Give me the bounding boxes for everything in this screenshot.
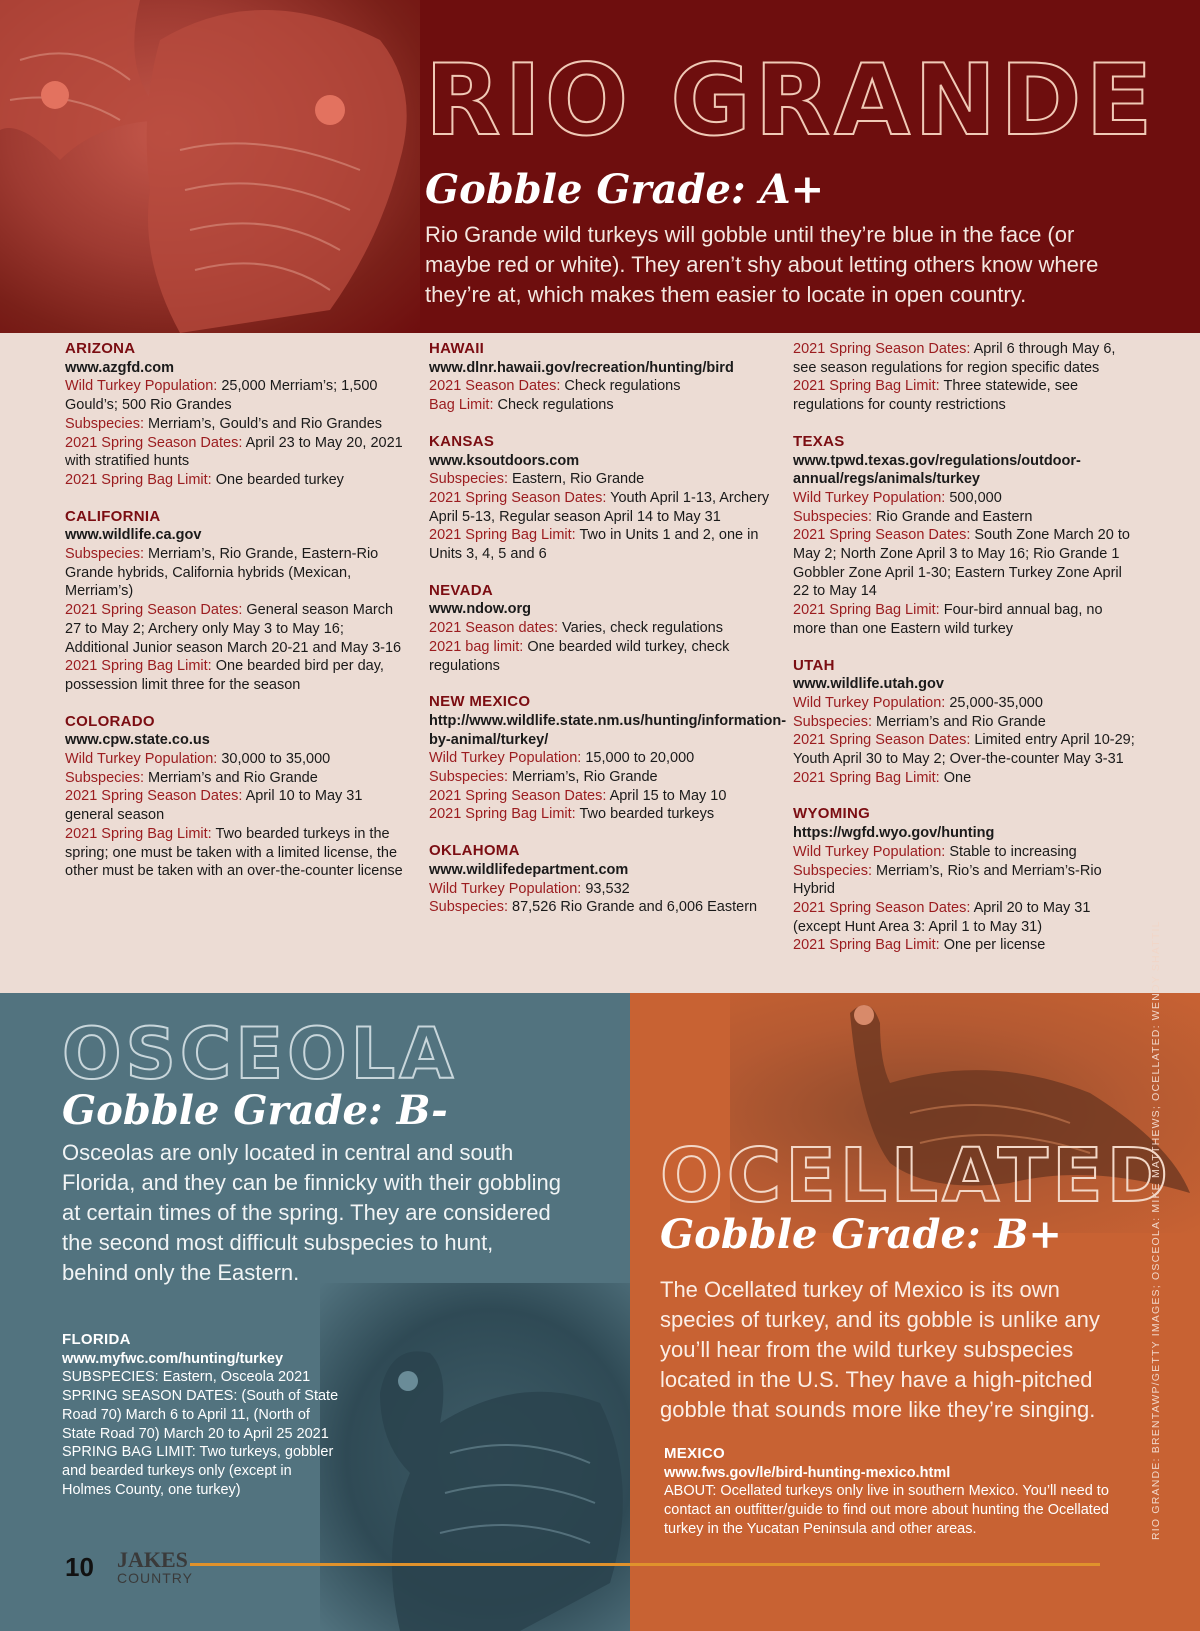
state-field — [793, 508, 1138, 527]
field-value: One per license — [939, 937, 1046, 954]
state-name: COLORADO — [65, 712, 155, 730]
state-field — [65, 750, 410, 769]
field-value: April 15 to May 10 — [606, 787, 727, 804]
field-label: Wild Turkey Population: — [65, 751, 218, 768]
osceola-grade: Gobble Grade: B- — [62, 1087, 448, 1134]
state-field — [793, 377, 1138, 414]
field-label: 2021 Spring Bag Limit: — [793, 378, 940, 395]
state-entry — [793, 433, 1138, 639]
state-name: KANSAS — [429, 432, 495, 450]
state-field — [793, 713, 1138, 732]
field-label: 2021 Spring Bag Limit: — [429, 527, 576, 544]
state-entry — [429, 842, 774, 917]
field-value: Four-bird annual bag, no more than one Eastern wild turkey — [793, 602, 1103, 637]
state-url: www.tpwd.texas.gov/regulations/outdoor-annual/regs/animals/turkey — [793, 452, 1081, 488]
state-name: NEVADA — [429, 581, 494, 599]
field-value: Two bearded turkeys — [575, 806, 715, 823]
field-label: 2021 Spring Bag Limit: — [793, 602, 940, 619]
field-label: Subspecies: — [793, 862, 872, 879]
state-entry — [65, 508, 410, 695]
state-field — [65, 769, 410, 788]
rio-grande-intro: Rio Grande wild turkeys will gobble until they’re blue in the face (or maybe red or white). They aren’t shy about letting others know where they’re at, which makes them easier to locate in open country. — [425, 222, 1099, 307]
state-details: ABOUT: Ocellated turkeys only live in southern Mexico. You’ll need to contact an outfitter/guide to find out more about hunting the Ocellated turkey in the Yucatan Peninsula and other areas. — [664, 1483, 1109, 1537]
states-column-1 — [65, 340, 410, 899]
state-url: www.wildlife.ca.gov — [65, 527, 202, 544]
state-field — [429, 805, 774, 824]
rio-grande-banner — [0, 0, 1200, 333]
state-field — [429, 787, 774, 806]
state-field — [429, 470, 774, 489]
state-name: MEXICO — [664, 1445, 725, 1462]
field-value: Merriam’s, Rio Grande — [508, 769, 658, 786]
state-entry — [429, 340, 774, 415]
field-value: Check regulations — [493, 397, 614, 414]
field-label: 2021 Spring Season Dates: — [429, 787, 607, 804]
state-entry — [429, 433, 774, 564]
rio-grande-grade: Gobble Grade: A+ — [425, 166, 825, 213]
state-name: CALIFORNIA — [65, 507, 161, 525]
state-name: ARIZONA — [65, 340, 136, 357]
state-name: NEW MEXICO — [429, 693, 531, 711]
state-field — [793, 489, 1138, 508]
field-value: 87,526 Rio Grande and 6,006 Eastern — [508, 899, 758, 916]
field-value: Merriam’s, Gould’s and Rio Grandes — [144, 415, 383, 432]
field-label: Subspecies: — [429, 471, 508, 488]
ocellated-panel — [630, 993, 1200, 1631]
field-value: Limited entry April 10-29; Youth April 30 to May 2; Over-the-counter May 3-31 — [793, 732, 1135, 768]
state-url: www.myfwc.com/hunting/turkey — [62, 1350, 284, 1367]
field-value: Rio Grande and Eastern — [872, 508, 1033, 525]
state-field — [429, 898, 774, 917]
state-entry — [793, 657, 1138, 788]
field-label: 2021 Spring Season Dates: — [65, 602, 243, 619]
state-name: HAWAII — [429, 340, 485, 357]
field-value: South Zone March 20 to May 2; North Zone April 3 to May 16; Rio Grande 1 Gobbler Zone April 1-30; Eastern Turkey Zone April 22 to May 14 — [793, 527, 1130, 600]
state-field — [793, 526, 1138, 601]
state-url: www.wildlifedepartment.com — [429, 861, 629, 878]
field-value: April 10 to May 31 general season — [65, 788, 363, 824]
state-field — [65, 601, 410, 657]
field-value: April 6 through May 6, see season regulations for region specific dates — [793, 341, 1116, 376]
field-value: 25,000 Merriam’s; 1,500 Gould’s; 500 Rio Grandes — [65, 378, 378, 414]
state-field — [793, 936, 1138, 955]
state-url: www.ndow.org — [429, 601, 532, 618]
state-name: TEXAS — [793, 432, 845, 450]
field-label: 2021 Season dates: — [429, 620, 558, 637]
state-entry — [793, 805, 1138, 955]
field-value: Varies, check regulations — [558, 620, 723, 637]
field-label: 2021 Spring Season Dates: — [793, 527, 971, 544]
field-value: One bearded wild turkey, check regulations — [429, 638, 730, 674]
state-field — [429, 396, 774, 415]
field-value: Stable to increasing — [945, 843, 1077, 860]
rio-grande-title: RIO GRANDE — [425, 44, 1157, 158]
states-column-3 — [793, 340, 1138, 973]
state-field — [429, 526, 774, 563]
state-field — [429, 489, 774, 526]
state-field — [429, 638, 774, 675]
state-url: www.fws.gov/le/bird-hunting-mexico.html — [664, 1464, 951, 1481]
field-label: 2021 Spring Season Dates: — [793, 341, 971, 357]
state-field — [65, 471, 410, 490]
state-field — [429, 749, 774, 768]
state-field — [65, 415, 410, 434]
florida-entry — [62, 1331, 342, 1499]
osceola-turkey-photo — [320, 1283, 630, 1631]
field-value: 93,532 — [581, 880, 630, 897]
state-field — [793, 731, 1138, 768]
field-label: 2021 Spring Bag Limit: — [793, 937, 940, 954]
field-value: Check regulations — [560, 378, 681, 395]
state-field — [65, 657, 410, 694]
magazine-logo: JAKES — [117, 1547, 188, 1572]
field-value: 30,000 to 35,000 — [217, 751, 331, 768]
state-entry — [429, 693, 787, 824]
footer-divider — [190, 1563, 1100, 1566]
field-label: Subspecies: — [429, 769, 508, 786]
field-value: Two bearded turkeys in the spring; one must be taken with a limited license, the other must be taken with an over-the-counter license — [65, 825, 403, 880]
state-url: www.azgfd.com — [65, 359, 175, 376]
field-label: Wild Turkey Population: — [429, 880, 582, 897]
field-value: 25,000-35,000 — [945, 694, 1043, 711]
state-entry-continued — [793, 340, 1138, 415]
field-value: Merriam’s, Rio’s and Merriam’s-Rio Hybrid — [793, 862, 1102, 898]
state-url: www.cpw.state.co.us — [65, 732, 210, 749]
photo-credit: RIO GRANDE: BRENTAWP/GETTY IMAGES; OSCEOLA: MIKE MATTHEWS; OCELLATED: WENDY SHATTIL — [1150, 920, 1162, 1540]
state-field — [793, 601, 1138, 638]
ocellated-grade: Gobble Grade: B+ — [660, 1211, 1062, 1258]
field-value: April 20 to May 31 (except Hunt Area 3: April 1 to May 31) — [793, 899, 1091, 935]
field-label: Subspecies: — [793, 713, 872, 730]
field-value: Youth April 1-13, Archery April 5-13, Regular season April 14 to May 31 — [429, 489, 770, 525]
state-url: www.wildlife.utah.gov — [793, 676, 944, 693]
field-label: Subspecies: — [429, 899, 508, 916]
magazine-logo-subtitle: COUNTRY — [117, 1570, 193, 1586]
field-label: 2021 Spring Season Dates: — [793, 732, 971, 749]
ocellated-intro: The Ocellated turkey of Mexico is its own species of turkey, and its gobble is unlike any you’ll hear from the wild turkey subspecies located in the U.S. They have a high-pitched gobble that sounds more like they’re singing. — [660, 1277, 1100, 1422]
state-url: www.dlnr.hawaii.gov/recreation/hunting/bird — [429, 359, 734, 376]
state-field — [65, 545, 410, 601]
state-field — [793, 694, 1138, 713]
field-value: 500,000 — [945, 489, 1002, 506]
mexico-entry — [664, 1445, 1114, 1539]
page-number: 10 — [65, 1552, 94, 1582]
state-field — [65, 377, 410, 414]
field-label: 2021 Spring Bag Limit: — [429, 806, 576, 823]
field-value: 15,000 to 20,000 — [581, 750, 695, 767]
state-name: FLORIDA — [62, 1331, 131, 1348]
field-label: 2021 Season Dates: — [429, 378, 561, 395]
field-value: Merriam’s and Rio Grande — [144, 769, 318, 786]
state-entry — [65, 340, 410, 490]
field-label: Subspecies: — [65, 769, 144, 786]
ocellated-title: OCELLATED — [660, 1133, 1173, 1219]
field-value: Two in Units 1 and 2, one in Units 3, 4, 5 and 6 — [429, 527, 759, 563]
osceola-panel — [0, 993, 630, 1631]
osceola-intro: Osceolas are only located in central and south Florida, and they can be finnicky with their gobbling at certain times of the spring. They are considered the second most difficult subspecies to hunt, behind only the Eastern. — [62, 1140, 561, 1285]
field-value: Merriam’s, Rio Grande, Eastern-Rio Grande hybrids, California hybrids (Mexican, Merriam’s) — [65, 546, 379, 600]
state-name: OKLAHOMA — [429, 842, 520, 860]
state-field — [65, 787, 410, 824]
state-name: WYOMING — [793, 805, 871, 823]
state-url: www.ksoutdoors.com — [429, 452, 580, 469]
field-label: 2021 Spring Season Dates: — [793, 899, 971, 916]
field-label: 2021 Spring Season Dates: — [65, 434, 243, 451]
field-value: Eastern, Rio Grande — [508, 471, 645, 488]
state-field — [65, 434, 410, 471]
field-label: Subspecies: — [65, 415, 144, 432]
state-entry — [429, 582, 774, 676]
field-label: 2021 Spring Season Dates: — [429, 489, 607, 506]
state-field — [429, 619, 774, 638]
field-value: Three statewide, see regulations for county restrictions — [793, 378, 1079, 414]
field-value: One — [939, 769, 972, 786]
osceola-title: OSCEOLA — [62, 1013, 458, 1095]
state-name: UTAH — [793, 656, 835, 674]
field-label: Wild Turkey Population: — [793, 843, 946, 860]
field-label: Bag Limit: — [429, 397, 494, 414]
state-field — [793, 899, 1138, 936]
state-url: http://www.wildlife.state.nm.us/hunting/information-by-animal/turkey/ — [429, 712, 787, 748]
field-label: Wild Turkey Population: — [65, 378, 218, 395]
field-value: One bearded bird per day, possession limit three for the season — [65, 658, 384, 693]
state-field — [429, 768, 774, 787]
state-field — [65, 825, 410, 881]
field-label: Wild Turkey Population: — [429, 750, 582, 767]
state-url: https://wgfd.wyo.gov/hunting — [793, 825, 995, 842]
field-label: 2021 Spring Bag Limit: — [793, 769, 940, 786]
state-field — [429, 880, 774, 899]
state-field — [793, 843, 1138, 862]
field-label: 2021 Spring Season Dates: — [65, 788, 243, 805]
state-entry — [65, 713, 410, 881]
field-value: Merriam’s and Rio Grande — [872, 713, 1046, 730]
field-label: 2021 Spring Bag Limit: — [65, 825, 212, 842]
field-value: General season March 27 to May 2; Archery only May 3 to May 16; Additional Junior season March 20-21 and May 3-16 — [65, 602, 402, 656]
rio-grande-turkey-photo — [0, 0, 420, 333]
state-field — [429, 377, 774, 396]
field-label: 2021 Spring Bag Limit: — [65, 658, 212, 675]
field-value: April 23 to May 20, 2021 with stratified hunts — [65, 434, 403, 470]
field-label: Subspecies: — [793, 508, 872, 525]
state-field — [793, 862, 1138, 899]
state-details: SUBSPECIES: Eastern, Osceola 2021 SPRING SEASON DATES: (South of State Road 70) March 6 to April 11, (North of State Road 70) March 20 to April 25 2021 SPRING BAG LIMIT: Two turkeys, gobbler and bearded turkeys only (except in Holmes County, one turkey) — [62, 1369, 339, 1498]
field-label: Wild Turkey Population: — [793, 489, 946, 506]
field-label: 2021 bag limit: — [429, 638, 524, 655]
field-label: Wild Turkey Population: — [793, 694, 946, 711]
field-value: One bearded turkey — [211, 471, 344, 488]
state-field — [793, 340, 1138, 377]
field-label: Subspecies: — [65, 546, 144, 563]
field-label: 2021 Spring Bag Limit: — [65, 471, 212, 488]
states-column-2 — [429, 340, 787, 935]
state-field — [793, 769, 1138, 788]
